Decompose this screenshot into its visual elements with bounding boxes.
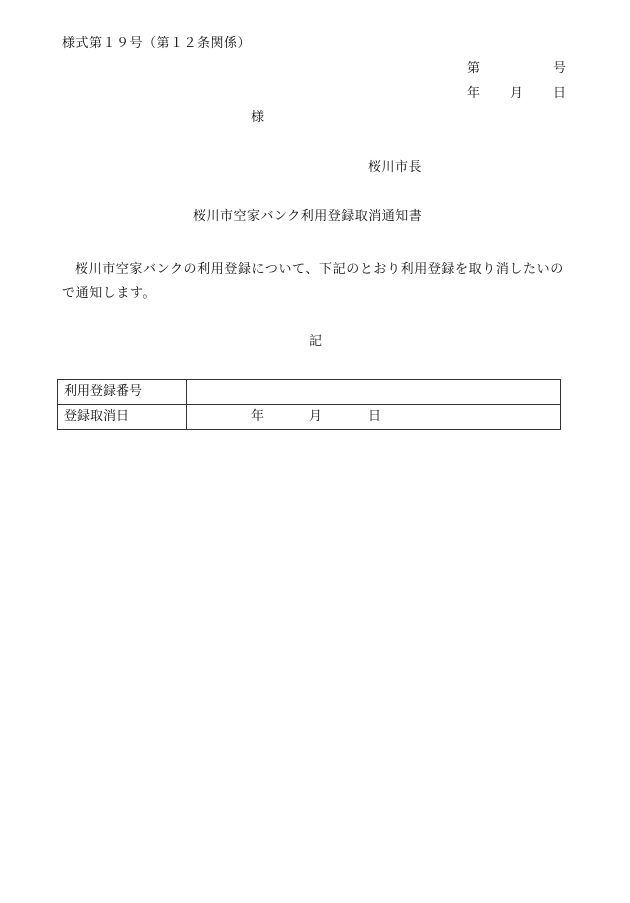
table-row [58,405,561,430]
issue-date-day: 日 [553,86,567,101]
table-row [58,380,561,405]
document-number-prefix: 第 [467,61,481,76]
cancellation-date-month: 月 [309,409,323,424]
registration-number-label: 利用登録番号 [58,380,187,405]
cancellation-date-label: 登録取消日 [58,405,187,430]
cancellation-date-day: 日 [368,409,382,424]
form-number: 様式第１９号（第１２条関係） [62,36,252,51]
addressee-honorific: 様 [251,110,265,125]
issue-date-year: 年 [467,86,481,101]
issue-date-month: 月 [510,86,524,101]
document-number-suffix: 号 [553,61,567,76]
registration-info-table [57,379,561,430]
cancellation-date-year: 年 [251,409,265,424]
cancellation-date-value [187,405,561,430]
sender-mayor: 桜川市長 [368,160,423,175]
body-paragraph: 桜川市空家バンクの利用登録について、下記のとおり利用登録を取り消したいので通知します。 [62,262,564,301]
ki-heading: 記 [309,334,323,349]
registration-number-value [187,380,561,405]
document-title: 桜川市空家バンク利用登録取消通知書 [193,209,423,224]
